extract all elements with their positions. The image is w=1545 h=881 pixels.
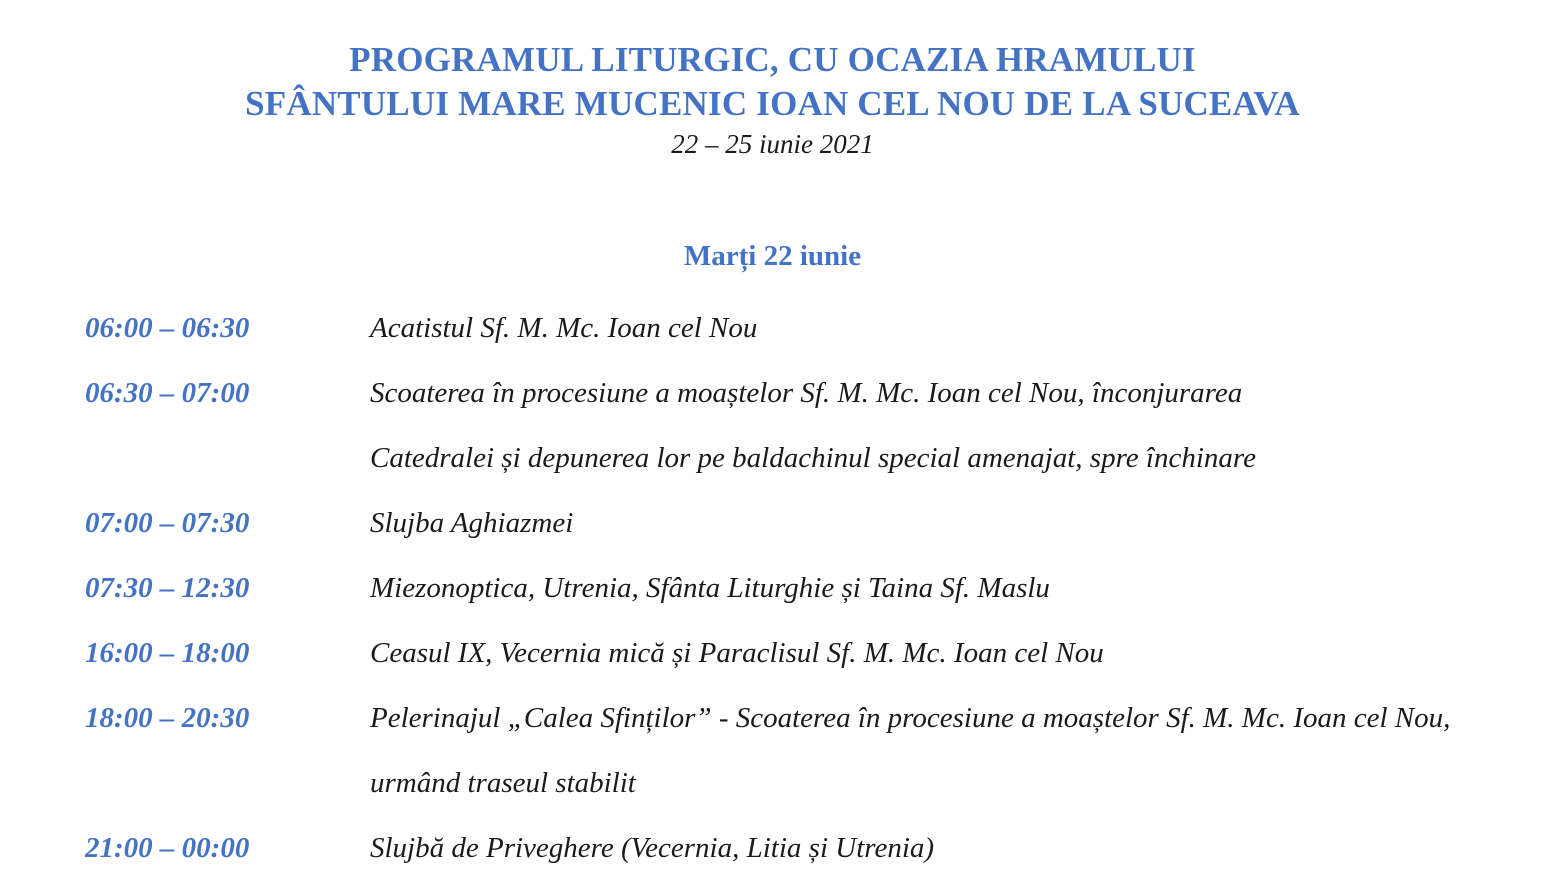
schedule-description: Scoaterea în procesiune a moaștelor Sf. M. Mc. Ioan cel Nou, înconjurarea Catedralei și depunerea lor pe baldachinul special amenajat, spre închinare <box>370 377 1256 474</box>
document-title-line-2: SFÂNTULUI MARE MUCENIC IOAN CEL NOU DE LA SUCEAVA <box>245 84 1300 123</box>
document-date-range: 22 – 25 iunie 2021 <box>671 129 874 159</box>
document-title-line-1: PROGRAMUL LITURGIC, CU OCAZIA HRAMULUI <box>349 40 1196 79</box>
schedule-description: Miezonoptica, Utrenia, Sfânta Liturghie și Taina Sf. Maslu <box>370 572 1050 604</box>
schedule-time: 16:00 – 18:00 <box>85 637 250 669</box>
day-heading: Marți 22 iunie <box>683 240 862 272</box>
schedule-time: 07:30 – 12:30 <box>85 572 250 604</box>
schedule-description: Slujba Aghiazmei <box>370 507 574 539</box>
schedule-time: 06:00 – 06:30 <box>85 312 250 344</box>
schedule-time: 18:00 – 20:30 <box>85 702 250 734</box>
schedule-description: Slujbă de Priveghere (Vecernia, Litia și Utrenia) <box>370 832 935 864</box>
schedule-description: Acatistul Sf. M. Mc. Ioan cel Nou <box>370 312 758 344</box>
schedule-description: Ceasul IX, Vecernia mică și Paraclisul Sf. M. Mc. Ioan cel Nou <box>370 637 1104 669</box>
schedule-time: 21:00 – 00:00 <box>85 832 250 864</box>
schedule-description: Pelerinajul „Calea Sfinților” - Scoaterea în procesiune a moaștelor Sf. M. Mc. Ioan cel Nou, urmând traseul stabilit <box>370 702 1451 799</box>
schedule-time: 06:30 – 07:00 <box>85 377 250 409</box>
schedule-time: 07:00 – 07:30 <box>85 507 250 539</box>
